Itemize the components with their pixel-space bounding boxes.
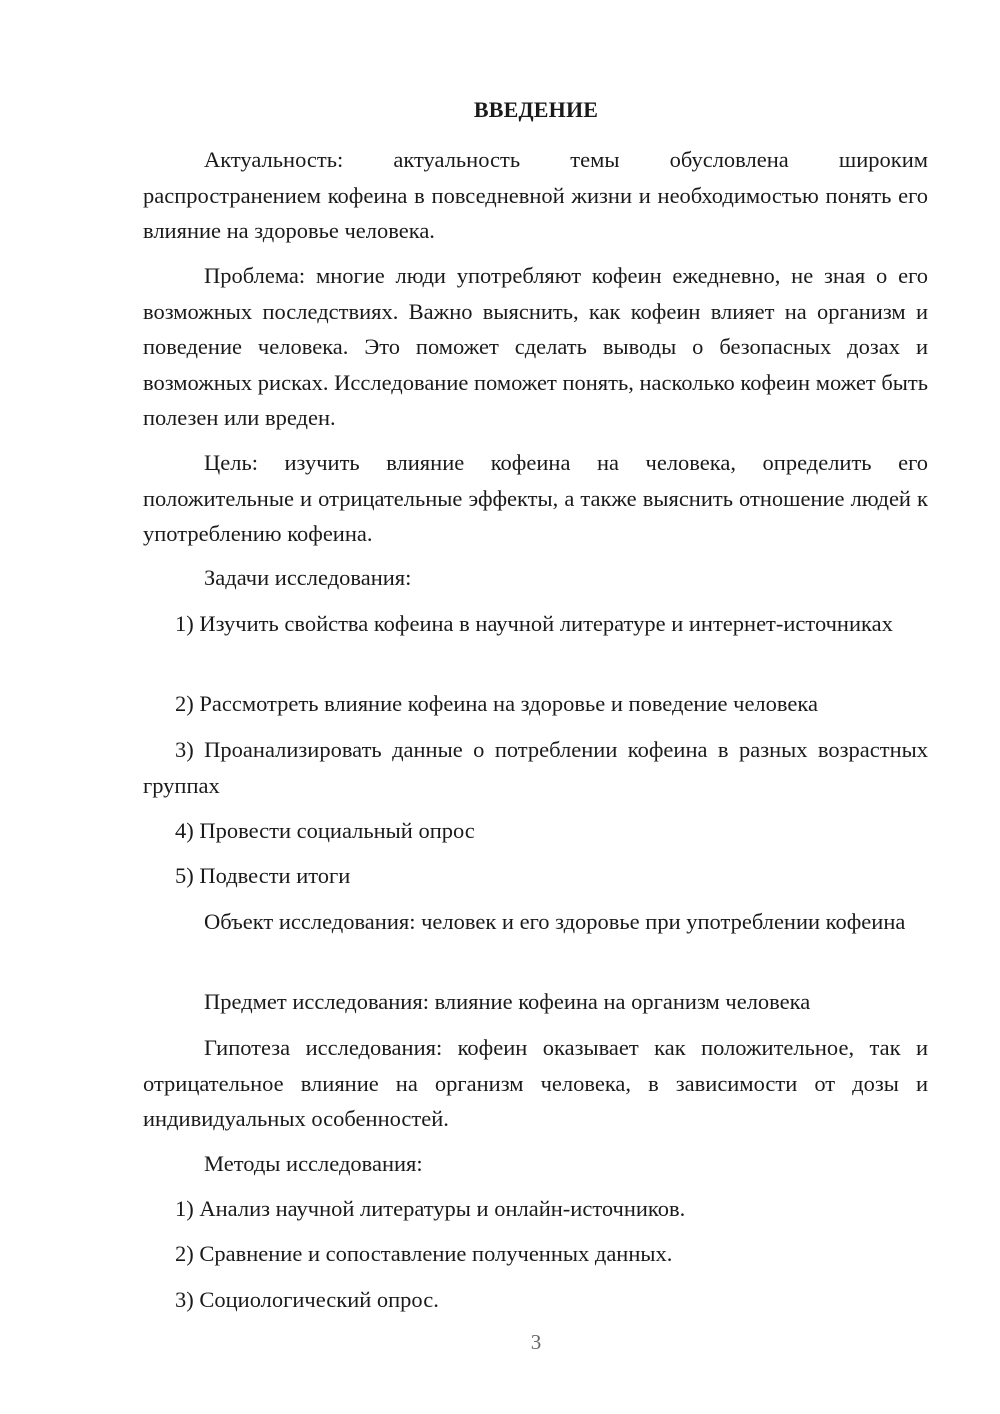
method-item: 1) Анализ научной литературы и онлайн-источников. [175,1196,686,1221]
relevance-paragraph: Актуальность: актуальность темы обусловлена широким распространением кофеина в повседневной жизни и необходимостью понять его влияние на здоровье человека. [143,147,928,243]
goal-paragraph: Цель: изучить влияние кофеина на человека, определить его положительные и отрицательные эффекты, а также выяснить отношение людей к употреблению кофеина. [143,450,928,546]
object-paragraph: Объект исследования: человек и его здоровье при употреблении кофеина [204,909,906,934]
methods-heading: Методы исследования: [204,1151,423,1176]
page-title: ВВЕДЕНИЕ [473,97,599,122]
tasks-heading: Задачи исследования: [204,565,412,590]
task-item: 2) Рассмотреть влияние кофеина на здоровье и поведение человека [175,691,818,716]
hypothesis-paragraph: Гипотеза исследования: кофеин оказывает как положительное, так и отрицательное влияние на организм человека, в зависимости от дозы и индивидуальных особенностей. [143,1035,928,1131]
problem-paragraph: Проблема: многие люди употребляют кофеин ежедневно, не зная о его возможных последствиях. Важно выяснить, как кофеин влияет на организм и поведение человека. Это поможет сделать выводы о безопасных дозах и возможных рисках. Исследование поможет понять, насколько кофеин может быть полезен или вреден. [143,263,929,430]
task-item: 1) Изучить свойства кофеина в научной литературе и интернет-источниках [175,611,893,636]
page-number: 3 [530,1330,542,1354]
task-item: 5) Подвести итоги [175,863,351,888]
subject-paragraph: Предмет исследования: влияние кофеина на организм человека [204,989,811,1014]
task-item: 3) Проанализировать данные о потреблении кофеина в разных возрастных группах [143,737,928,798]
method-item: 2) Сравнение и сопоставление полученных данных. [175,1241,673,1266]
task-item: 4) Провести социальный опрос [175,818,475,843]
method-item: 3) Социологический опрос. [175,1287,439,1312]
